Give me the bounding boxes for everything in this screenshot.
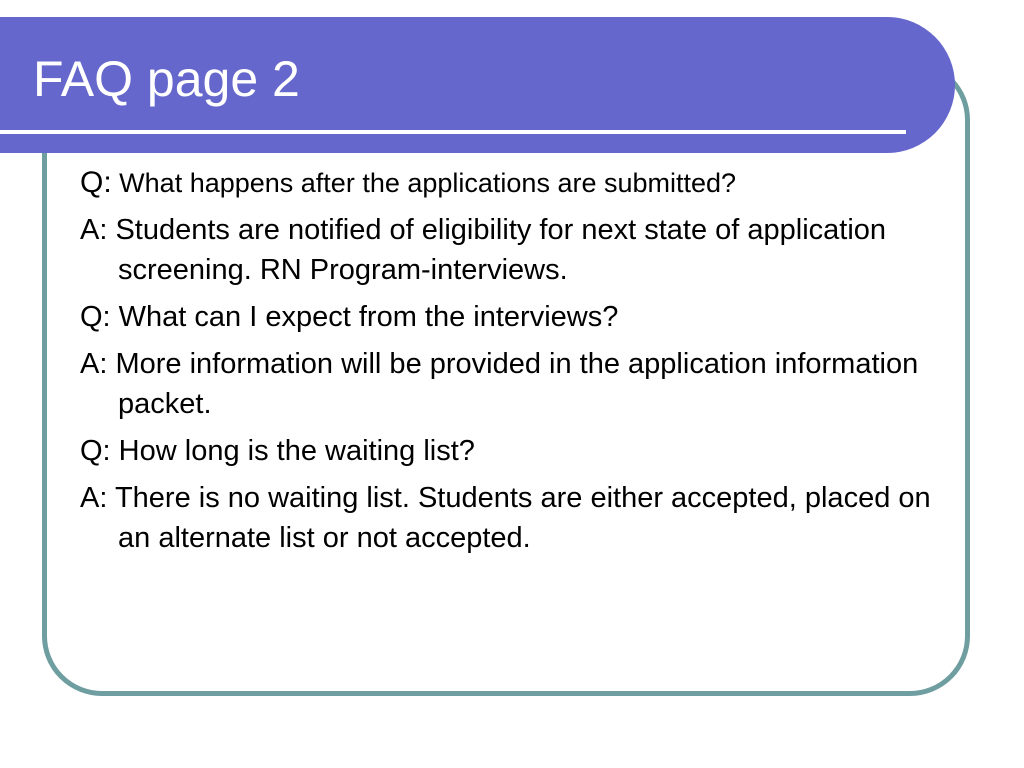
faq-answer xyxy=(80,210,940,290)
faq-prefix: A: xyxy=(80,214,108,246)
faq-prefix: Q: xyxy=(80,166,112,199)
faq-answer xyxy=(80,344,940,424)
faq-prefix: A: xyxy=(80,482,108,514)
faq-question xyxy=(80,163,940,203)
faq-text: How long is the waiting list? xyxy=(110,435,475,467)
faq-prefix: Q: xyxy=(80,435,111,467)
faq-prefix: A: xyxy=(80,348,108,380)
faq-text: There is no waiting list. Students are either accepted, placed on an alternate list or not accepted. xyxy=(107,482,931,554)
faq-list xyxy=(80,163,940,565)
faq-text: More information will be provided in the application information packet. xyxy=(107,348,919,420)
faq-question xyxy=(80,297,940,337)
faq-text: Students are notified of eligibility for next state of application screening. RN Program-interviews. xyxy=(107,214,887,286)
faq-question xyxy=(80,431,940,471)
title-divider xyxy=(0,130,906,134)
slide-title: FAQ page 2 xyxy=(33,51,300,107)
faq-answer xyxy=(80,478,940,558)
faq-text: What can I expect from the interviews? xyxy=(110,301,619,333)
faq-text: What happens after the applications are submitted? xyxy=(111,168,737,198)
faq-prefix: Q: xyxy=(80,301,111,333)
